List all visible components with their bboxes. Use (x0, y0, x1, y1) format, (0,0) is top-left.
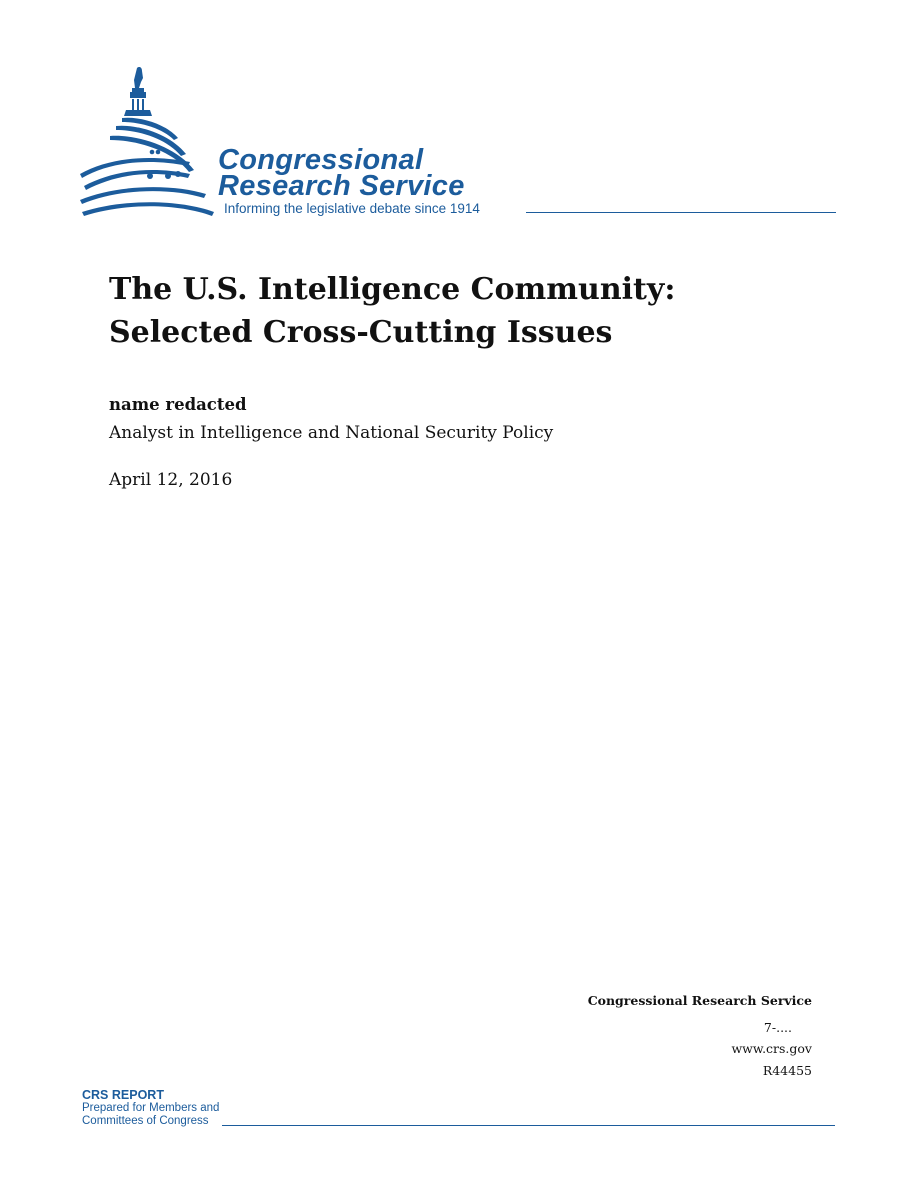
logo-tagline: Informing the legislative debate since 1914 (224, 201, 480, 216)
publisher-url: www.crs.gov (731, 1041, 812, 1056)
footer-line2: Committees of Congress (82, 1115, 209, 1127)
footer-divider (222, 1125, 835, 1126)
author-title: Analyst in Intelligence and National Security Policy (109, 423, 554, 443)
tagline-divider (526, 212, 836, 213)
crs-logo (78, 66, 838, 226)
capitol-dome-icon (78, 66, 218, 226)
report-number: R44455 (762, 1063, 812, 1078)
publisher-phone: 7-.... (763, 1020, 792, 1035)
crs-report-footer (82, 1088, 219, 1128)
report-title: The U.S. Intelligence Community: Selected Cross-Cutting Issues (109, 272, 676, 350)
logo-name-line1: Congressional (218, 144, 424, 176)
footer-line1: Prepared for Members and (82, 1102, 220, 1114)
footer-label: CRS REPORT (82, 1088, 164, 1102)
author-name: name redacted (109, 395, 247, 414)
publisher-name: Congressional Research Service (587, 993, 812, 1008)
report-date: April 12, 2016 (109, 470, 233, 490)
logo-name-line2: Research Service (218, 170, 465, 202)
